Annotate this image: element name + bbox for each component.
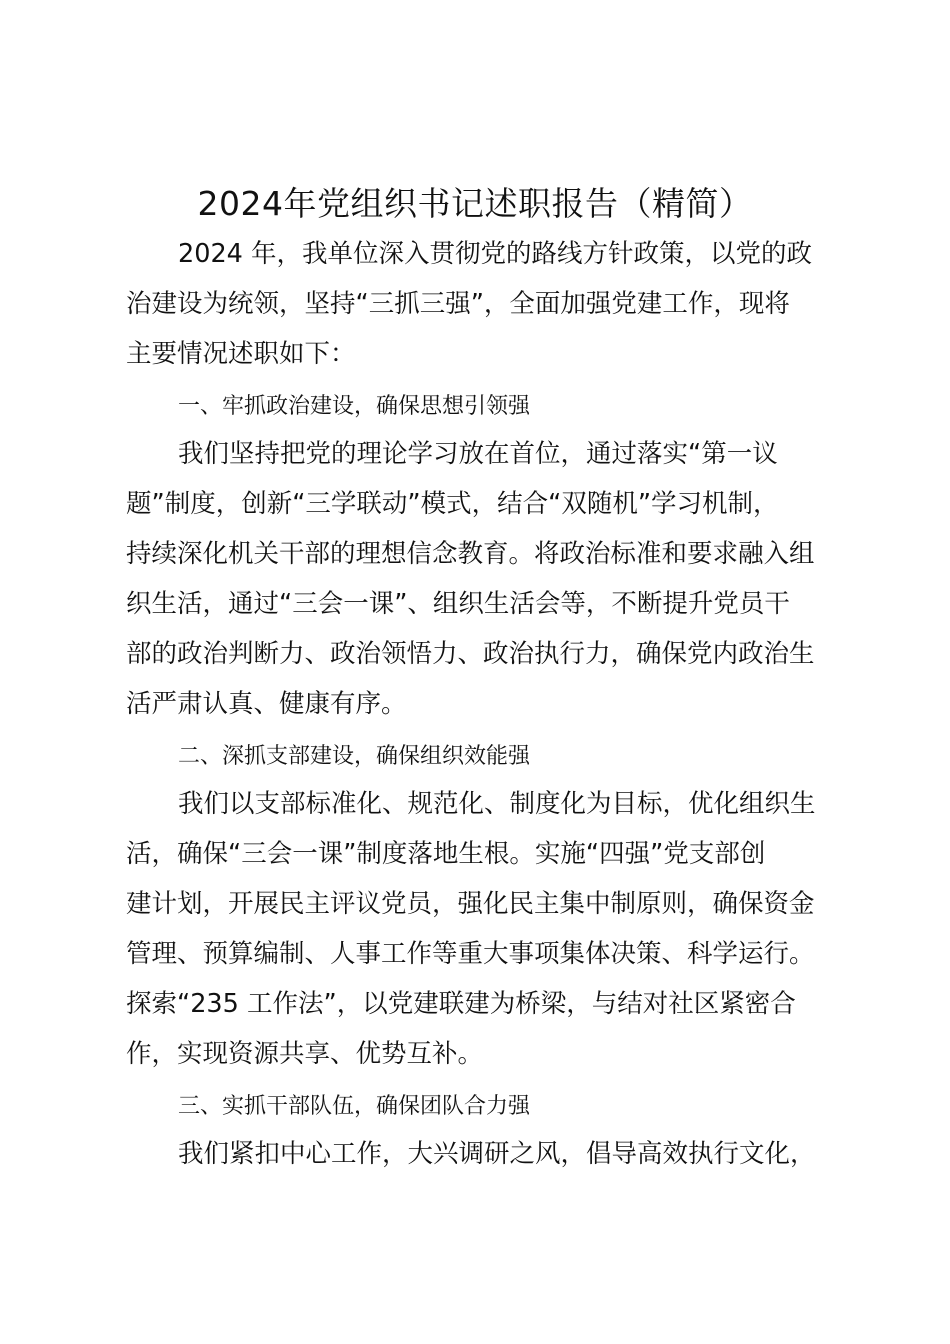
section-1-line: 持续深化机关干部的理想信念教育。将政治标准和要求融入组 [126, 539, 815, 569]
section-1-line: 我们坚持把党的理论学习放在首位，通过落实“第一议 [178, 439, 778, 469]
document-title: 2024年党组织书记述职报告（精简） [197, 184, 753, 223]
section-1-heading: 一、牢抓政治建设，确保思想引领强 [178, 394, 531, 419]
section-1-line: 织生活，通过“三会一课”、组织生活会等，不断提升党员干 [126, 589, 790, 619]
section-2-line: 管理、预算编制、人事工作等重大事项集体决策、科学运行。 [126, 939, 815, 969]
section-1-line: 部的政治判断力、政治领悟力、政治执行力，确保党内政治生 [126, 639, 815, 669]
intro-line-3: 主要情况述职如下： [126, 339, 356, 369]
section-2-line: 建计划，开展民主评议党员，强化民主集中制原则，确保资金 [126, 889, 815, 919]
section-2-line: 我们以支部标准化、规范化、制度化为目标，优化组织生 [178, 789, 816, 819]
intro-line-2: 治建设为统领，坚持“三抓三强”，全面加强党建工作，现将 [126, 289, 790, 319]
section-1-line: 活严肃认真、健康有序。 [126, 689, 407, 719]
section-3-line: 我们紧扣中心工作，大兴调研之风，倡导高效执行文化， [178, 1139, 816, 1169]
section-1-line: 题”制度，创新“三学联动”模式，结合“双随机”学习机制， [126, 489, 779, 519]
intro-line-1: 2024 年，我单位深入贯彻党的路线方针政策，以党的政 [178, 239, 813, 269]
section-2-line: 作，实现资源共享、优势互补。 [126, 1039, 484, 1069]
section-2-line: 活，确保“三会一课”制度落地生根。实施“四强”党支部创 [126, 839, 766, 869]
section-2-line: 探索“235 工作法”，以党建联建为桥梁，与结对社区紧密合 [126, 989, 796, 1019]
section-2-heading: 二、深抓支部建设，确保组织效能强 [178, 744, 531, 769]
section-3-heading: 三、实抓干部队伍，确保团队合力强 [178, 1094, 531, 1119]
